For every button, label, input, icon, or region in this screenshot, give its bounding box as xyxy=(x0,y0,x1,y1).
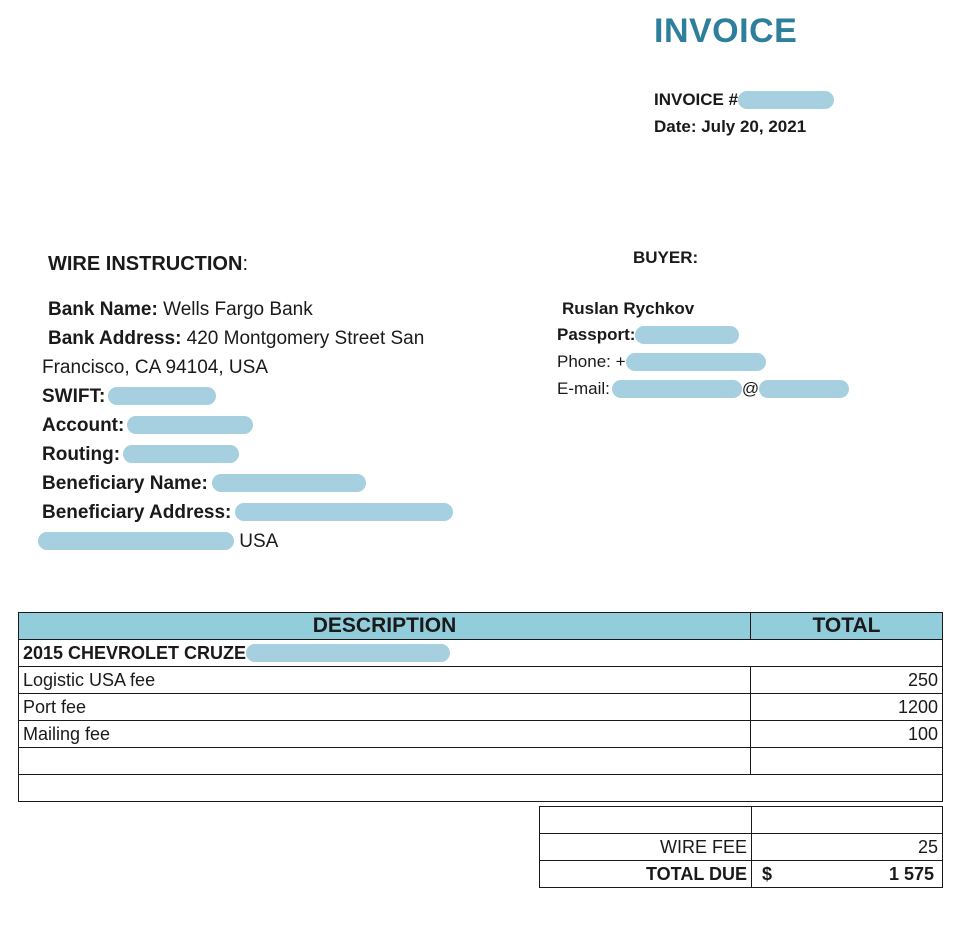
email-at-sign: @ xyxy=(741,379,760,398)
description-header: DESCRIPTION xyxy=(19,613,751,640)
email-line xyxy=(557,379,849,399)
row-description: Port fee xyxy=(19,694,751,721)
phone-label: Phone: + xyxy=(557,352,626,371)
redacted-beneficiary-name xyxy=(212,474,366,492)
vehicle-row xyxy=(19,640,943,667)
redacted-swift xyxy=(108,387,216,405)
bank-address-line xyxy=(48,328,424,350)
wire-instruction-heading: WIRE INSTRUCTION xyxy=(48,253,243,275)
total-header: TOTAL xyxy=(751,613,943,640)
wire-instruction-title xyxy=(48,253,248,276)
empty-row xyxy=(19,748,943,775)
total-due-row xyxy=(540,861,943,888)
invoice-number xyxy=(654,90,834,110)
invoice-number-label: INVOICE # xyxy=(654,90,739,109)
bank-name-value: Wells Fargo Bank xyxy=(163,299,313,320)
routing-line xyxy=(42,444,239,466)
redacted-beneficiary-address-2 xyxy=(38,532,234,550)
bank-address-value-1: 420 Montgomery Street San xyxy=(186,328,425,349)
beneficiary-name-line xyxy=(42,473,366,495)
table-row xyxy=(19,667,943,694)
swift-label: SWIFT: xyxy=(42,386,106,407)
redacted-account xyxy=(127,416,253,434)
currency-symbol: $ xyxy=(762,863,773,884)
totals-empty-row xyxy=(540,807,943,834)
empty-cell xyxy=(19,748,751,775)
table-header-row xyxy=(19,613,943,640)
phone-line xyxy=(557,352,766,372)
table-row xyxy=(19,721,943,748)
bank-name-line xyxy=(48,299,313,321)
invoice-title: INVOICE xyxy=(654,12,798,50)
buyer-name: Ruslan Rychkov xyxy=(562,299,695,318)
bank-address-line-2: Francisco, CA 94104, USA xyxy=(42,357,268,378)
beneficiary-address-country: USA xyxy=(239,531,279,552)
empty-cell xyxy=(751,748,943,775)
wire-instruction-colon: : xyxy=(242,253,248,275)
totals-table xyxy=(539,806,943,888)
beneficiary-address-line-2 xyxy=(38,531,278,553)
empty-row xyxy=(19,775,943,802)
beneficiary-address-line xyxy=(42,502,453,524)
beneficiary-address-label: Beneficiary Address: xyxy=(42,502,232,523)
swift-line xyxy=(42,386,216,408)
wire-fee-row xyxy=(540,834,943,861)
routing-label: Routing: xyxy=(42,444,121,465)
total-due-cell xyxy=(752,861,943,888)
row-total: 1200 xyxy=(751,694,943,721)
redacted-email-user xyxy=(612,380,742,398)
empty-cell xyxy=(540,807,752,834)
table-row xyxy=(19,694,943,721)
redacted-vin xyxy=(246,644,450,662)
buyer-title: BUYER: xyxy=(633,248,699,267)
row-total: 250 xyxy=(751,667,943,694)
vehicle-cell xyxy=(19,640,943,667)
row-description: Logistic USA fee xyxy=(19,667,751,694)
redacted-invoice-number xyxy=(738,91,834,109)
bank-name-label: Bank Name: xyxy=(48,299,158,320)
redacted-phone xyxy=(626,353,766,371)
wire-fee-value: 25 xyxy=(752,834,943,861)
redacted-email-domain xyxy=(759,380,849,398)
vehicle-name: 2015 CHEVROLET CRUZE xyxy=(23,642,247,663)
redacted-passport xyxy=(635,326,739,344)
empty-cell xyxy=(19,775,943,802)
invoice-date: Date: July 20, 2021 xyxy=(654,117,807,136)
beneficiary-name-label: Beneficiary Name: xyxy=(42,473,208,494)
email-label: E-mail: xyxy=(557,379,610,398)
passport-label: Passport: xyxy=(557,325,636,344)
passport-line xyxy=(557,325,739,345)
bank-address-label: Bank Address: xyxy=(48,328,182,349)
wire-fee-label: WIRE FEE xyxy=(540,834,752,861)
total-due-value: 1 575 xyxy=(888,863,934,884)
empty-cell xyxy=(752,807,943,834)
row-description: Mailing fee xyxy=(19,721,751,748)
account-label: Account: xyxy=(42,415,125,436)
invoice-items-table xyxy=(18,612,943,802)
total-due-label: TOTAL DUE xyxy=(540,861,752,888)
row-total: 100 xyxy=(751,721,943,748)
redacted-routing xyxy=(123,445,239,463)
redacted-beneficiary-address xyxy=(235,503,453,521)
account-line xyxy=(42,415,253,437)
